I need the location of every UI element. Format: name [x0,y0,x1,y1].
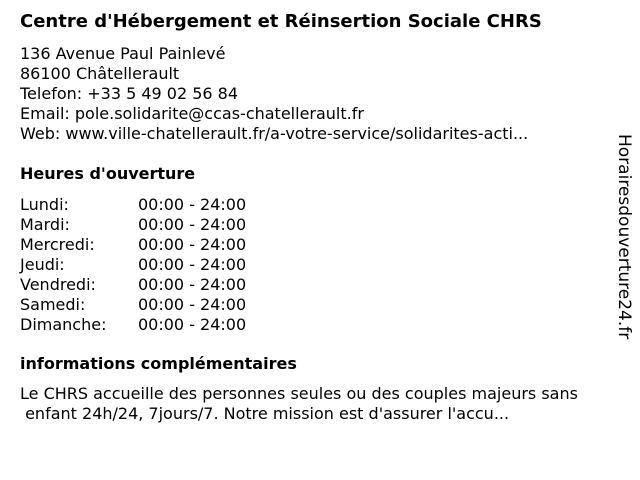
time-range: 00:00 - 24:00 [138,315,247,334]
description-line: Le CHRS accueille des personnes seules ou des couples majeurs sans [20,384,578,403]
website-link: Web: www.ville-chatellerault.fr/a-votre-service/solidarites-acti... [20,124,529,143]
day-label: Lundi: [20,195,69,214]
hours-row-lundi [20,195,246,215]
info-heading: informations complémentaires [20,354,297,373]
page-title: Centre d'Hébergement et Réinsertion Sociale CHRS [20,11,542,32]
hours-heading: Heures d'ouverture [20,164,196,183]
email-address: Email: pole.solidarite@ccas-chatellerault.fr [20,104,364,123]
phone-number: Telefon: +33 5 49 02 56 84 [20,84,239,103]
address-city: 86100 Châtellerault [20,64,180,83]
hours-row-vendredi [20,275,246,295]
time-range: 00:00 - 24:00 [138,275,247,294]
day-label: Samedi: [20,295,86,314]
hours-row-mercredi [20,235,246,255]
description-text [20,384,630,424]
hours-row-jeudi [20,255,246,275]
contact-block [20,44,528,144]
day-label: Jeudi: [20,255,65,274]
time-range: 00:00 - 24:00 [138,235,247,254]
hours-row-mardi [20,215,246,235]
time-range: 00:00 - 24:00 [138,255,247,274]
time-range: 00:00 - 24:00 [138,215,247,234]
day-label: Vendredi: [20,275,96,294]
hours-row-dimanche [20,315,246,335]
hours-row-samedi [20,295,246,315]
description-line: enfant 24h/24, 7jours/7. Notre mission est d'assurer l'accu... [20,404,510,423]
time-range: 00:00 - 24:00 [138,295,247,314]
site-watermark: Horairesdouverture24.fr [614,134,634,340]
day-label: Mercredi: [20,235,95,254]
opening-hours-table [20,195,246,335]
day-label: Dimanche: [20,315,107,334]
address-street: 136 Avenue Paul Painlevé [20,44,226,63]
day-label: Mardi: [20,215,70,234]
time-range: 00:00 - 24:00 [138,195,247,214]
